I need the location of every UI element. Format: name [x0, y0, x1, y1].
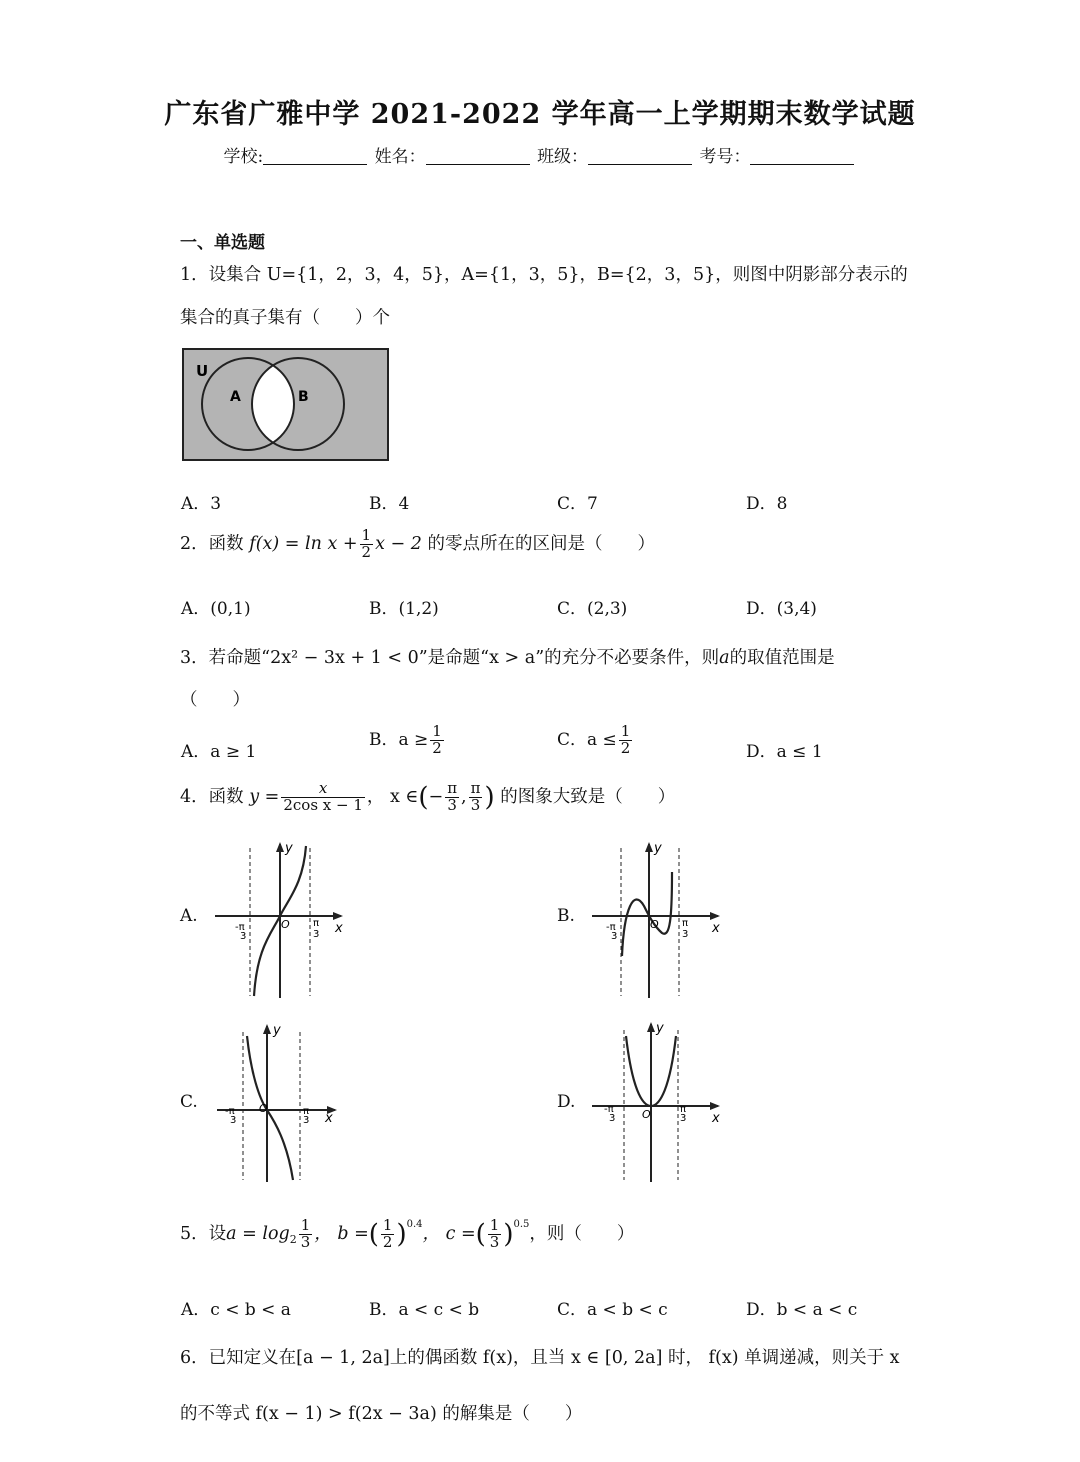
- svg-text:3: 3: [230, 1115, 237, 1126]
- svg-text:-π: -π: [225, 1106, 235, 1117]
- q4-domain-prefix: ， x ∈: [366, 786, 419, 807]
- q2-frac-num: 1: [361, 526, 372, 544]
- q2-option-d: D．(3,4): [746, 599, 817, 619]
- graph-d-y-label: y: [656, 1021, 664, 1036]
- q2-tail: x − 2: [375, 533, 422, 554]
- q4-prefix: 4．函数: [180, 786, 244, 807]
- graph-b-y-label: y: [654, 841, 662, 856]
- name-label: 姓名：: [374, 147, 426, 167]
- q5-a-frac: [299, 1218, 313, 1251]
- svg-text:π: π: [680, 1104, 687, 1115]
- q3-option-d: D．a ≤ 1: [746, 742, 823, 762]
- q4-frac-num: x: [281, 781, 365, 798]
- q5-suffix: ，则（ ）: [529, 1223, 635, 1244]
- q4-frac-den: 2cos x − 1: [283, 795, 363, 814]
- graph-b: [582, 838, 732, 1000]
- q5-b-den: 2: [382, 1232, 393, 1251]
- q5-b-num: 1: [382, 1216, 393, 1234]
- svg-text:3: 3: [611, 931, 618, 942]
- q5-a-den: 3: [300, 1232, 311, 1251]
- q3-line1c: 的取值范围是: [729, 648, 835, 668]
- q2-option-c: C．(2,3): [557, 599, 628, 619]
- q5-b-frac: [381, 1218, 395, 1251]
- q6-line2: 的不等式 f(x − 1) > f(2x − 3a) 的解集是（ ）: [180, 1404, 583, 1424]
- q4-stem: 4．函数 y = $\frac{x}{\text{2cos x − 1}}$ ， x ∈(− $\frac{\pi}{3}$ , $\frac{\pi}{3}$ ) 的图象大致是（ ）: [180, 779, 676, 814]
- graph-d-origin: O: [642, 1108, 651, 1121]
- svg-text:3: 3: [682, 929, 689, 940]
- venn-diagram: [182, 348, 390, 462]
- q4-fraction: [281, 781, 365, 814]
- q3-option-a: A．a ≥ 1: [181, 742, 257, 762]
- q3-line1: [180, 644, 835, 669]
- q1-option-d: D．8: [746, 494, 788, 514]
- svg-text:-π: -π: [235, 922, 245, 933]
- q3-option-c: [557, 724, 634, 757]
- q3-option-c-label: C．a ≤: [557, 729, 617, 750]
- q4-label-b: B.: [557, 906, 575, 926]
- q2-suffix: 的零点所在的区间是（ ）: [427, 533, 655, 554]
- q5-stem: 5．设$a = \log_2$ $\frac{1}{3}$ ， b =( $\frac{1}{2}$ )$^{0.4}$， c =( $\frac{1}{3}$ )$^{0.5}$，则（ ）: [180, 1216, 635, 1251]
- q2-frac-den: 2: [361, 542, 372, 561]
- q5-c-eq: ， c =: [422, 1223, 476, 1244]
- q5-option-c: C．a < b < c: [557, 1300, 668, 1320]
- q3-c-den: 2: [620, 738, 631, 757]
- page-title: 广东省广雅中学 2021-2022 学年高一上学期期末数学试题: [164, 99, 916, 130]
- q3-line2: （ ）: [180, 690, 250, 710]
- section-title: 一、单选题: [180, 233, 265, 253]
- q5-a-eq: a = log: [226, 1223, 290, 1244]
- graph-a-x-label: x: [335, 921, 343, 936]
- class-label: 班级：: [537, 147, 589, 167]
- svg-text:π: π: [303, 1106, 310, 1117]
- q3-line1a: 3．若命题“2x² − 3x + 1 < 0”是命题“x > a”的充分不必要条件，则: [180, 648, 720, 668]
- venn-label-b: B: [298, 389, 309, 405]
- q4-label-c: C.: [180, 1092, 198, 1112]
- svg-text:3: 3: [609, 1113, 616, 1124]
- class-blank: [588, 146, 692, 165]
- q2-option-b: B．(1,2): [369, 599, 439, 619]
- q5-log-base: 2: [289, 1232, 297, 1246]
- q3-option-b-label: B．a ≥: [369, 729, 429, 750]
- q3-b-num: 1: [432, 722, 442, 740]
- q5-c-frac: [488, 1218, 502, 1251]
- graph-b-origin: O: [650, 918, 659, 931]
- q4-pi-third: [469, 781, 483, 814]
- q1-line1: 1．设集合 U={1，2，3，4，5}，A={1，3，5}，B={2，3，5}，则图中阴影部分表示的: [180, 265, 908, 285]
- svg-text:3: 3: [680, 1113, 687, 1124]
- svg-text:3: 3: [313, 929, 320, 940]
- q1-option-c: C．7: [557, 494, 598, 514]
- q4-three-2: 3: [470, 795, 481, 814]
- q4-paren-left: (: [418, 782, 429, 813]
- q4-pi-1: π: [447, 779, 458, 797]
- number-label: 考号：: [699, 147, 751, 167]
- graph-d: [582, 1018, 732, 1184]
- graph-c: [207, 1018, 357, 1184]
- q1-option-a: A．3: [181, 494, 222, 514]
- q5-c-den: 3: [489, 1232, 500, 1251]
- graph-c-y-label: y: [273, 1023, 281, 1038]
- q5-c-exp: 0.5: [513, 1218, 530, 1230]
- q3-var-a: a: [719, 648, 730, 668]
- q5-option-d: D．b < a < c: [746, 1300, 858, 1320]
- q5-option-a: A．c < b < a: [181, 1300, 291, 1320]
- q5-c-num: 1: [489, 1216, 500, 1234]
- q5-a-num: 1: [300, 1216, 311, 1234]
- q3-c-num: 1: [620, 722, 631, 740]
- q4-label-a: A.: [180, 906, 198, 926]
- number-blank: [750, 146, 854, 165]
- q5-prefix: 5．设: [180, 1223, 227, 1244]
- q5-b-eq: ， b =: [314, 1223, 369, 1244]
- q4-neg-pi-third: [445, 781, 459, 814]
- svg-text:-π: -π: [606, 922, 616, 933]
- svg-text:3: 3: [303, 1115, 310, 1126]
- q3-option-b: [369, 724, 446, 757]
- name-blank: [426, 146, 530, 165]
- graph-a-y-label: y: [285, 841, 293, 856]
- q2-prefix: 2．函数: [180, 533, 244, 554]
- svg-text:π: π: [313, 918, 320, 929]
- school-label: 学校:: [223, 147, 264, 167]
- q2-fraction: [360, 528, 374, 561]
- q2-option-a: A．(0,1): [181, 599, 251, 619]
- q3-option-b-frac: [430, 724, 444, 757]
- graph-a-origin: O: [281, 918, 290, 931]
- q6-line1: 6．已知定义在[a − 1, 2a]上的偶函数 f(x)，且当 x ∈ [0, 2a] 时， f(x) 单调递减，则关于 x: [180, 1348, 900, 1368]
- q4-label-d: D.: [557, 1092, 576, 1112]
- q2-function: f(x) = ln x +: [249, 533, 358, 554]
- graph-d-x-label: x: [712, 1111, 720, 1126]
- graph-c-x-label: x: [325, 1111, 333, 1126]
- q1-line2: 集合的真子集有（ ）个: [180, 308, 390, 328]
- q4-suffix: 的图象大致是（ ）: [500, 786, 676, 807]
- svg-text:-π: -π: [604, 1104, 614, 1115]
- svg-text:π: π: [682, 918, 689, 929]
- q2-stem: [180, 528, 655, 561]
- graph-c-origin: O: [259, 1102, 268, 1115]
- q4-paren-right: ): [484, 782, 495, 813]
- school-blank: [263, 146, 367, 165]
- q3-option-c-frac: [619, 724, 633, 757]
- venn-label-a: A: [230, 389, 241, 405]
- q1-option-b: B．4: [369, 494, 410, 514]
- q5-option-b: B．a < c < b: [369, 1300, 480, 1320]
- q3-b-den: 2: [432, 738, 442, 757]
- q4-three-1: 3: [447, 795, 457, 814]
- q5-b-exp: 0.4: [406, 1218, 423, 1230]
- student-info-line: [0, 142, 1080, 167]
- q4-y-eq: y =: [249, 786, 280, 807]
- graph-b-x-label: x: [712, 921, 720, 936]
- graph-a: [205, 838, 355, 1000]
- venn-label-u: U: [196, 362, 209, 380]
- svg-text:3: 3: [240, 931, 247, 942]
- q4-pi-2: π: [470, 779, 481, 797]
